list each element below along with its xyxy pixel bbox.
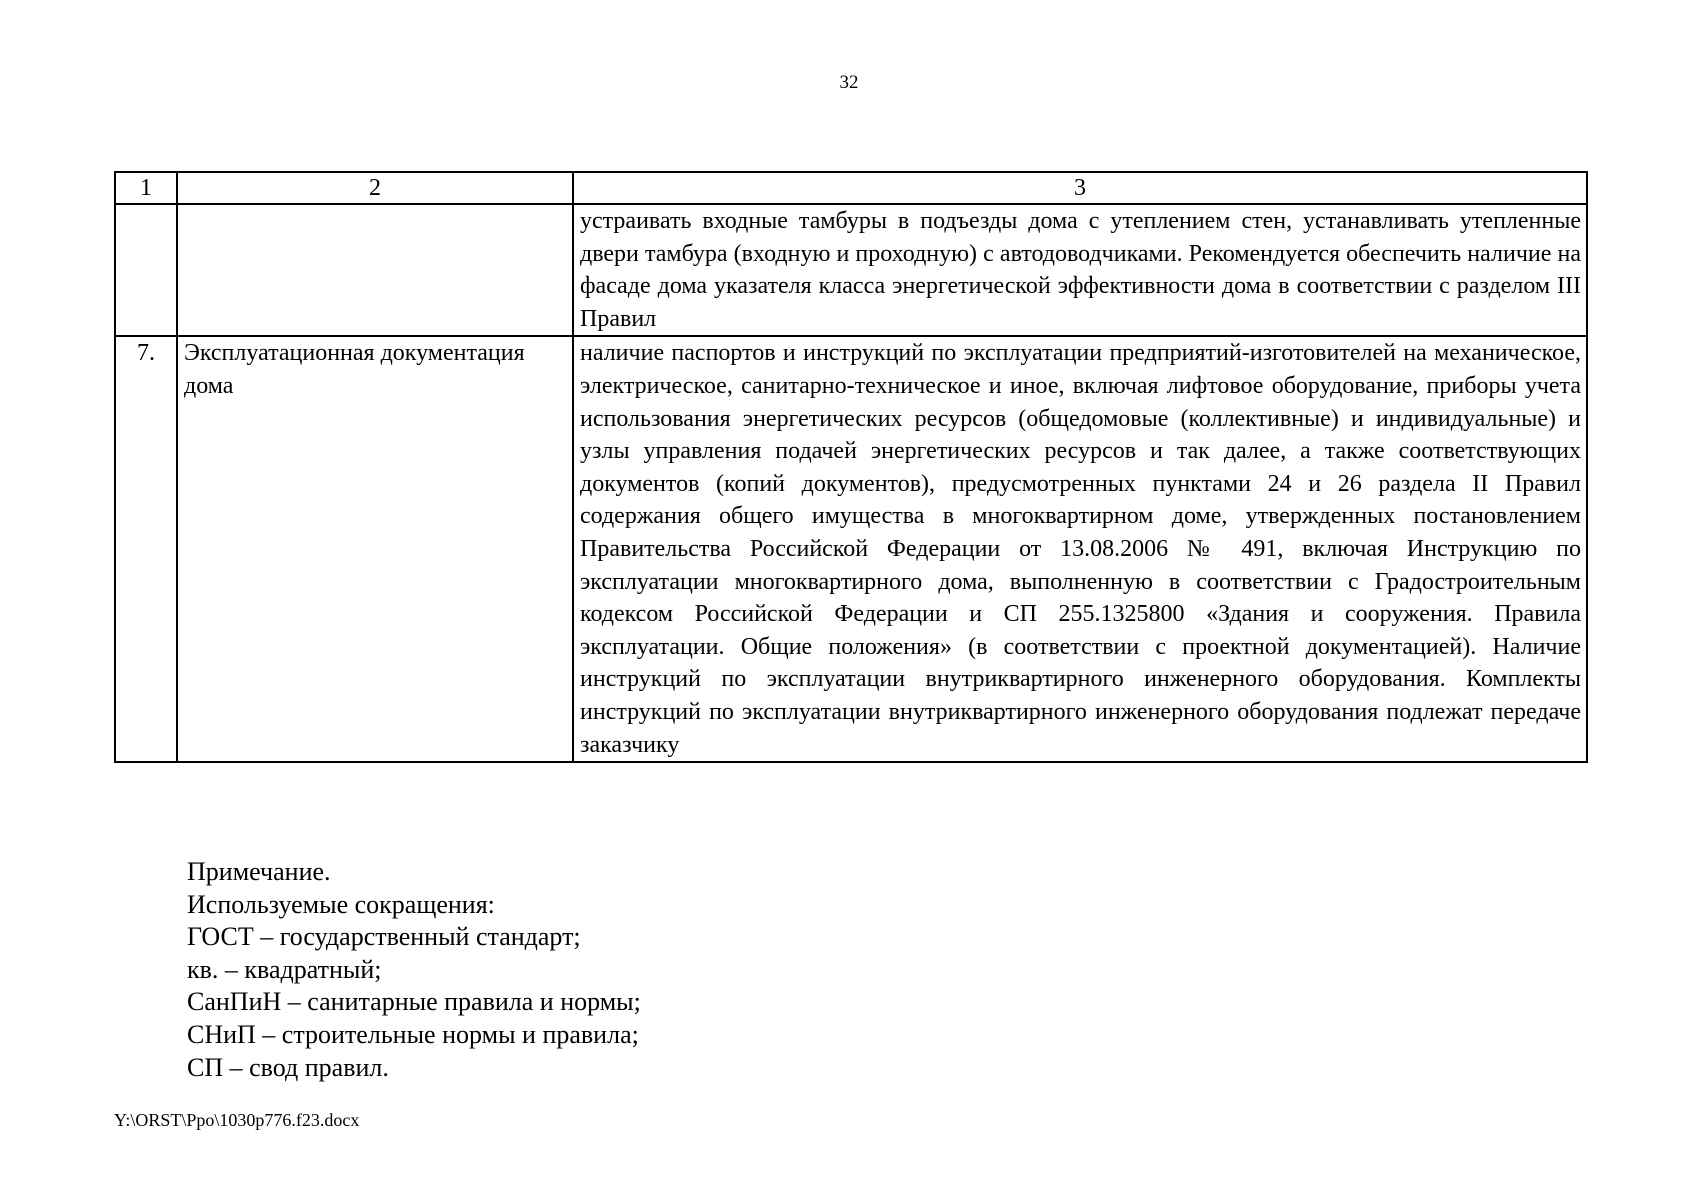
row-name-cell [177,204,573,336]
page-number: 32 [839,72,859,93]
abbreviation-item: СНиП – строительные нормы и правила; [187,1019,639,1049]
row-number-cell [115,204,177,336]
column-header-content: 3 [573,172,1587,204]
abbreviation-item: кв. – квадратный; [187,954,382,984]
column-header-number: 1 [115,172,177,204]
row-content-cell: устраивать входные тамбуры в подъезды дома с утеплением стен, устанавливать утепленные двери тамбура (входную и проходную) с автодоводчиками. Рекомендуется обеспечить наличие на фасаде дома указателя класса энергетической эффективности дома в соответствии с разделом III Правил [573,204,1587,336]
note-title: Примечание. [187,857,331,886]
note-subtitle: Используемые сокращения: [187,889,495,919]
column-header-name: 2 [177,172,573,204]
document-table [114,171,1588,763]
table-row [115,204,1587,336]
abbreviations-note [187,856,641,1084]
row-name-cell: Эксплуатационная документация дома [177,336,573,762]
row-content-cell: наличие паспортов и инструкций по эксплуатации предприятий-изготовителей на механическое, электрическое, санитарно-техническое и иное, включая лифтовое оборудование, приборы учета использования энергетических ресурсов (общедомовые (коллективные) и индивидуальные) и узлы управления подачей энергетических ресурсов и так далее, а также соответствующих документов (копий документов), предусмотренных пунктами 24 и 26 раздела II Правил содержания общего имущества в многоквартирном доме, утвержденных постановлением Правительства Российской Федерации от 13.08.2006 № 491, включая Инструкцию по эксплуатации многоквартирного дома, выполненную в соответствии с Градостроительным кодексом Российской Федерации и СП 255.1325800 «Здания и сооружения. Правила эксплуатации. Общие положения» (в соответствии с проектной документацией). Наличие инструкций по эксплуатации внутриквартирного инженерного оборудования. Комплекты инструкций по эксплуатации внутриквартирного инженерного оборудования подлежат передаче заказчику [573,336,1587,762]
row-number-cell: 7. [115,336,177,762]
abbreviation-item: СанПиН – санитарные правила и нормы; [187,987,641,1017]
abbreviation-item: ГОСТ – государственный стандарт; [187,922,581,952]
file-path-footer: Y:\ORST\Ppo\1030p776.f23.docx [114,1110,360,1130]
table-header-row [115,172,1587,204]
abbreviation-item: СП – свод правил. [187,1052,389,1082]
table-row [115,336,1587,762]
